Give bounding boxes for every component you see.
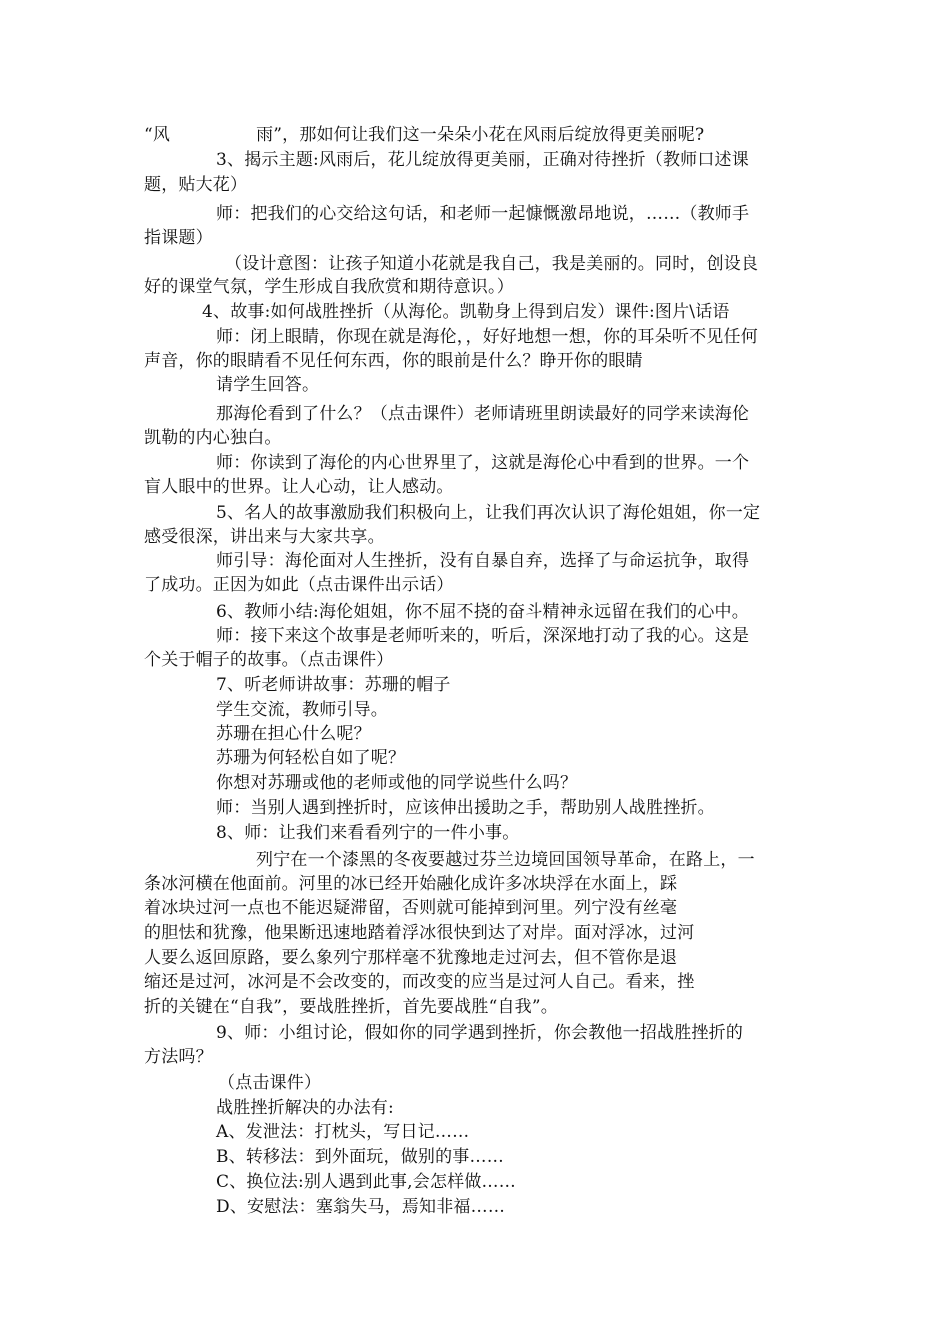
text-line: C、换位法:别人遇到此事,会怎样做……: [216, 1172, 516, 1192]
text-line: 声音，你的眼睛看不见任何东西，你的眼前是什么？睁开你的眼睛: [144, 351, 643, 371]
text-line: 师：闭上眼睛，你现在就是海伦，，好好地想一想，你的耳朵听不见任何: [216, 327, 758, 347]
text-line: 请学生回答。: [216, 375, 320, 395]
text-line: 了成功。正因为如此（点击课件出示话）: [144, 575, 454, 595]
text-line: 师引导：海伦面对人生挫折，没有自暴自弃，选择了与命运抗争，取得: [216, 551, 750, 571]
text-line: 感受很深，讲出来与大家共享。: [144, 527, 385, 547]
text-line: （点击课件）: [218, 1073, 322, 1093]
text-line: A、发泄法：打枕头，写日记……: [216, 1122, 470, 1142]
text-line: 3、揭示主题:风雨后，花儿绽放得更美丽，正确对待挫折（教师口述课: [216, 150, 749, 170]
text-line: 5、名人的故事激励我们积极向上，让我们再次认识了海伦姐姐，你一定: [216, 503, 761, 523]
text-line: 师：你读到了海伦的内心世界里了，这就是海伦心中看到的世界。一个: [216, 453, 750, 473]
text-line: 你想对苏珊或他的老师或他的同学说些什么吗？: [216, 773, 578, 793]
text-line: 条冰河横在他面前。河里的冰已经开始融化成许多冰块浮在水面上，踩: [144, 874, 678, 894]
text-line: （设计意图：让孩子知道小花就是我自己，我是美丽的。同时，创设良: [225, 254, 759, 274]
text-line: 学生交流，教师引导。: [216, 700, 388, 720]
text-line: 师：把我们的心交给这句话，和老师一起慷慨激昂地说，……（教师手: [216, 204, 750, 224]
text-line: 方法吗？: [144, 1047, 213, 1067]
text-line: 好的课堂气氛，学生形成自我欣赏和期待意识。）: [144, 277, 514, 297]
text-line: 师：接下来这个故事是老师听来的，听后，深深地打动了我的心。这是: [216, 626, 750, 646]
text-line: 师：当别人遇到挫折时，应该伸出援助之手，帮助别人战胜挫折。: [216, 798, 715, 818]
text-line: 着冰块过河一点也不能迟疑滞留，否则就可能掉到河里。列宁没有丝毫: [144, 898, 678, 918]
text-line: 个关于帽子的故事。（点击课件）: [144, 650, 394, 670]
text-line: 的胆怯和犹豫，他果断迅速地踏着浮冰很快到达了对岸。面对浮冰，过河: [144, 923, 695, 943]
text-line: 缩还是过河，冰河是不会改变的，而改变的应当是过河人自己。看来，挫: [144, 972, 695, 992]
text-line: 凯勒的内心独白。: [144, 428, 282, 448]
text-line: 那海伦看到了什么？（点击课件）老师请班里朗读最好的同学来读海伦: [216, 404, 750, 424]
text-line: 人要么返回原路，要么象列宁那样毫不犹豫地走过河去，但不管你是退: [144, 948, 678, 968]
text-line: 9、师：小组讨论，假如你的同学遇到挫折，你会教他一招战胜挫折的: [216, 1023, 744, 1043]
text-line: 折的关键在“自我”，要战胜挫折，首先要战胜“自我”。: [144, 997, 558, 1017]
text-line: “风 雨”，那如何让我们这一朵朵小花在风雨后绽放得更美丽呢?: [144, 125, 705, 145]
text-line: 列宁在一个漆黑的冬夜要越过芬兰边境回国领导革命，在路上，一: [256, 850, 755, 870]
text-line: 指课题）: [144, 228, 213, 248]
text-line: B、转移法：到外面玩，做别的事……: [216, 1147, 504, 1167]
text-line: 盲人眼中的世界。让人心动，让人感动。: [144, 477, 454, 497]
text-line: D、安慰法：塞翁失马，焉知非福……: [216, 1197, 506, 1217]
text-line: 8、师：让我们来看看列宁的一件小事。: [216, 823, 520, 843]
text-line: 4、故事:如何战胜挫折（从海伦。凯勒身上得到启发）课件:图片\话语: [202, 302, 730, 322]
text-line: 苏珊为何轻松自如了呢？: [216, 748, 406, 768]
text-line: 题，贴大花）: [144, 175, 248, 195]
text-line: 7、听老师讲故事：苏珊的帽子: [216, 675, 451, 695]
text-line: 苏珊在担心什么呢？: [216, 724, 371, 744]
text-line: 6、教师小结:海伦姐姐，你不屈不挠的奋斗精神永远留在我们的心中。: [216, 602, 749, 622]
text-line: 战胜挫折解决的办法有:: [216, 1098, 394, 1118]
